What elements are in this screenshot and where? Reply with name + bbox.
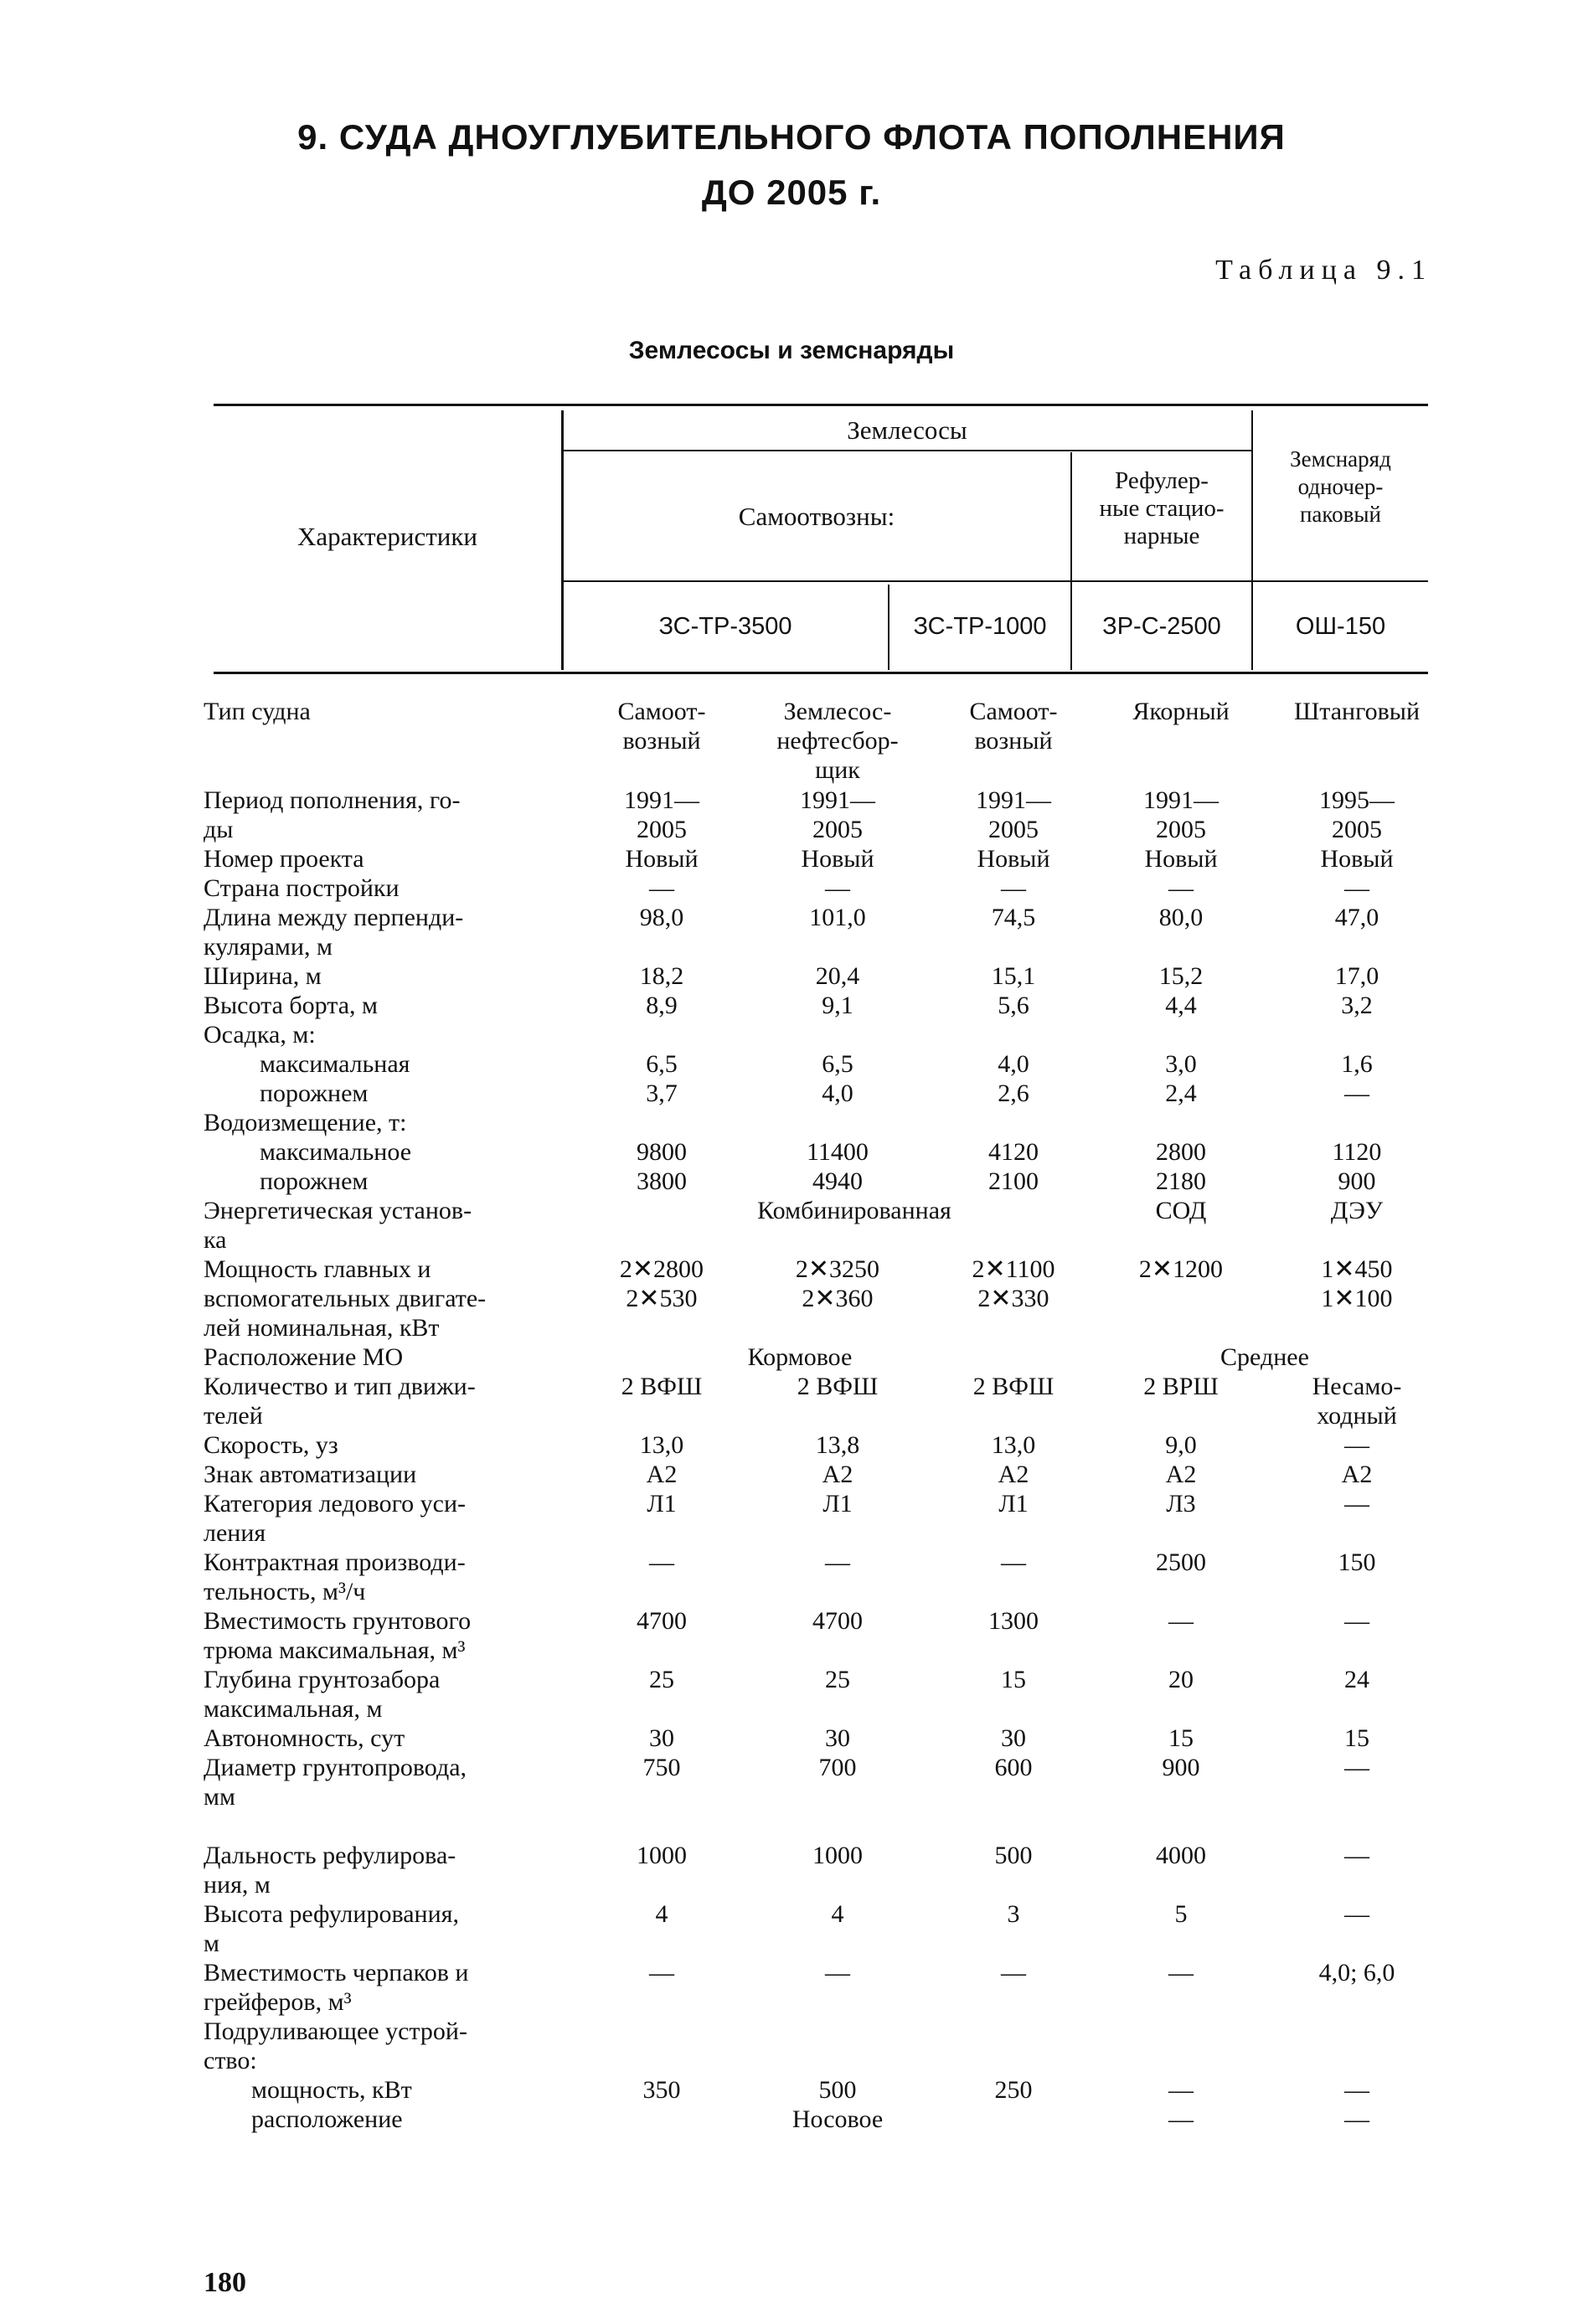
cell: 500: [994, 1842, 1033, 1869]
cell: Новый: [977, 845, 1050, 873]
row-label: Мощность главных и вспомогательных двигате- лей номинальная, кВт: [204, 1255, 487, 1342]
cell: 5: [1174, 1900, 1188, 1928]
cell: 30: [825, 1724, 850, 1752]
cell: 2100: [988, 1167, 1039, 1195]
cell: 2✕2800 2✕530: [619, 1255, 704, 1312]
cell: 2 ВФШ: [972, 1373, 1054, 1400]
row-label: Высота рефулирования, м: [204, 1900, 459, 1957]
cell: —: [1168, 2076, 1194, 2104]
cell: 4940: [812, 1167, 863, 1195]
cell: 1000: [812, 1842, 863, 1869]
cell: 13,0: [639, 1431, 684, 1459]
cell: 2,6: [998, 1080, 1029, 1107]
cell: ДЭУ: [1330, 1197, 1384, 1224]
row-label: Диаметр грунтопровода, мм: [204, 1754, 467, 1811]
cell: —: [825, 1548, 850, 1576]
cell: 500: [818, 2076, 857, 2104]
cell: 350: [642, 2076, 681, 2104]
row-label: Количество и тип движи- телей: [204, 1373, 476, 1430]
cell: 13,8: [815, 1431, 860, 1459]
cell: 3: [1007, 1900, 1020, 1928]
cell: 17,0: [1334, 962, 1379, 990]
cell: Л1: [998, 1490, 1029, 1518]
table-number: Таблица 9.1: [1215, 255, 1432, 286]
cell: 80,0: [1158, 904, 1204, 931]
cell: 4120: [988, 1138, 1039, 1166]
header-zemsnaryad: Земснаряд одночер- паковый: [1290, 446, 1391, 527]
cell: 250: [994, 2076, 1033, 2104]
table-title: Землесосы и земснаряды: [628, 337, 955, 364]
cell: —: [1001, 1548, 1026, 1576]
cell: 15,2: [1158, 962, 1204, 990]
row-label: порожнем: [260, 1080, 369, 1107]
cell: —: [1344, 1080, 1369, 1107]
cell: 15,1: [991, 962, 1036, 990]
cell: 2500: [1156, 1548, 1206, 1576]
header-bottom-rule: [214, 672, 1428, 674]
cell: 4000: [1156, 1842, 1206, 1869]
cell: Л1: [822, 1490, 853, 1518]
row-label: максимальное: [260, 1138, 412, 1166]
cell: 700: [818, 1754, 857, 1781]
header-samootvoznye: Самоотвозны:: [738, 502, 895, 531]
cell: Л1: [647, 1490, 677, 1518]
cell: Среднее: [1220, 1343, 1309, 1371]
header-refulernye: Рефулер- ные стацио- нарные: [1099, 467, 1225, 549]
cell: 8,9: [646, 992, 678, 1019]
cell: 24: [1344, 1666, 1369, 1693]
row-label: Длина между перпенди- кулярами, м: [204, 904, 464, 961]
cell: 9800: [637, 1138, 687, 1166]
cell: 3,0: [1165, 1050, 1197, 1078]
page-title-line2: ДО 2005 г.: [701, 173, 882, 212]
cell: 2 ВФШ: [797, 1373, 879, 1400]
cell: —: [649, 1548, 674, 1576]
cell: 11400: [807, 1138, 869, 1166]
cell: 5,6: [998, 992, 1029, 1019]
cell: 25: [825, 1666, 850, 1693]
cell: 4,0: [998, 1050, 1029, 1078]
cell: 30: [649, 1724, 674, 1752]
row-label: расположение: [251, 2105, 403, 2133]
cell: —: [1344, 1607, 1369, 1635]
cell: 4,0: [822, 1080, 853, 1107]
cell: Л3: [1166, 1490, 1196, 1518]
cell: Новый: [801, 845, 874, 873]
cell: —: [1344, 2105, 1369, 2133]
cell: 20: [1168, 1666, 1194, 1693]
cell: 9,0: [1165, 1431, 1197, 1459]
model-osh-150: ОШ-150: [1295, 613, 1386, 640]
row-label: максимальная: [260, 1050, 410, 1078]
cell: 2 ВФШ: [621, 1373, 703, 1400]
cell: 101,0: [809, 904, 866, 931]
cell: —: [1344, 874, 1369, 902]
cell: —: [1344, 1900, 1369, 1928]
cell: —: [1168, 874, 1194, 902]
page-number: 180: [204, 2267, 246, 2298]
cell: Кормовое: [747, 1343, 853, 1371]
cell: —: [649, 1959, 674, 1986]
row-label: Расположение МО: [204, 1343, 404, 1371]
cell: 3,7: [646, 1080, 678, 1107]
cell: 1300: [988, 1607, 1039, 1635]
cell: 1991— 2005: [800, 786, 875, 843]
row-label: Скорость, уз: [204, 1431, 338, 1459]
cell: —: [1001, 1959, 1026, 1986]
row-label: Страна постройки: [204, 874, 400, 902]
cell: 15: [1344, 1724, 1369, 1752]
cell: 25: [649, 1666, 674, 1693]
cell: 4,0; 6,0: [1318, 1959, 1395, 1986]
cell: 2800: [1156, 1138, 1206, 1166]
row-label: Глубина грунтозабора максимальная, м: [204, 1666, 441, 1723]
cell: Штанговый: [1293, 698, 1421, 725]
cell: 1991— 2005: [976, 786, 1051, 843]
cell: 900: [1338, 1167, 1376, 1195]
cell: 2 ВРШ: [1143, 1373, 1219, 1400]
cell: 9,1: [822, 992, 853, 1019]
cell: 13,0: [991, 1431, 1036, 1459]
cell: —: [1168, 1607, 1194, 1635]
cell: А2: [822, 1461, 853, 1488]
header-characteristics: Характеристики: [296, 522, 477, 551]
row-label: Водоизмещение, т:: [204, 1109, 407, 1136]
cell: СОД: [1155, 1197, 1207, 1224]
cell: 4: [831, 1900, 844, 1928]
cell: 2180: [1156, 1167, 1206, 1195]
cell: Новый: [1320, 845, 1394, 873]
cell: 20,4: [815, 962, 860, 990]
cell: 18,2: [639, 962, 684, 990]
cell: —: [1168, 2105, 1194, 2133]
cell: 4: [655, 1900, 668, 1928]
cell: —: [1344, 1431, 1369, 1459]
row-label: Энергетическая установ- ка: [204, 1197, 472, 1254]
cell: 1000: [637, 1842, 687, 1869]
row-label: Осадка, м:: [204, 1021, 316, 1049]
cell: —: [1344, 1754, 1369, 1781]
row-label: Дальность рефулирова- ния, м: [204, 1842, 456, 1899]
cell: 74,5: [991, 904, 1036, 931]
cell: —: [1344, 2076, 1369, 2104]
cell: —: [649, 874, 674, 902]
row-label: Вместимость грунтового трюма максимальная, м³: [204, 1607, 472, 1664]
cell: 900: [1162, 1754, 1200, 1781]
cell: 15: [1001, 1666, 1026, 1693]
cell: 30: [1001, 1724, 1026, 1752]
cell: А2: [1341, 1461, 1373, 1488]
cell: 2✕1200: [1138, 1255, 1224, 1283]
row-label: мощность, кВт: [251, 2076, 412, 2104]
cell: 2✕3250 2✕360: [795, 1255, 880, 1312]
cell: Якорный: [1132, 698, 1230, 725]
table-top-rule: [214, 404, 1428, 406]
zemlesosy-rule: [563, 450, 1251, 451]
cell: 2✕1100 2✕330: [972, 1255, 1055, 1312]
models-rule: [563, 580, 1428, 582]
cell: 98,0: [639, 904, 684, 931]
cell: —: [825, 874, 850, 902]
model-zr-s-2500: ЗР-С-2500: [1102, 613, 1221, 640]
cell: —: [1168, 1959, 1194, 1986]
row-label: Вместимость черпаков и грейферов, м³: [204, 1959, 469, 2016]
row-label: Подруливающее устрой- ство:: [204, 2017, 467, 2074]
cell: 1,6: [1341, 1050, 1373, 1078]
header-zemlesosy: Землесосы: [847, 415, 967, 445]
cell: 600: [994, 1754, 1033, 1781]
cell: 750: [642, 1754, 681, 1781]
cell: Новый: [1144, 845, 1218, 873]
cell: —: [825, 1959, 850, 1986]
cell: Самоот- возный: [969, 698, 1058, 755]
cell: Самоот- возный: [617, 698, 706, 755]
model-zs-tr-3500: ЗС-ТР-3500: [658, 613, 792, 640]
row-label: Контрактная производи- тельность, м³/ч: [204, 1548, 466, 1605]
cell: 4700: [637, 1607, 687, 1635]
row-label: Автономность, сут: [204, 1724, 405, 1752]
row-label: Период пополнения, го- ды: [204, 786, 461, 843]
row-label: Номер проекта: [204, 845, 364, 873]
cell: 3800: [637, 1167, 687, 1195]
cell: Несамо- ходный: [1312, 1373, 1402, 1430]
cell: 1120: [1332, 1138, 1382, 1166]
row-label: Тип судна: [204, 698, 311, 725]
cell: 2,4: [1165, 1080, 1197, 1107]
cell: 6,5: [646, 1050, 678, 1078]
cell: 47,0: [1334, 904, 1379, 931]
row-label: Знак автоматизации: [204, 1461, 417, 1488]
cell: Носовое: [792, 2105, 884, 2133]
cell: А2: [998, 1461, 1029, 1488]
page-title-line1: 9. СУДА ДНОУГЛУБИТЕЛЬНОГО ФЛОТА ПОПОЛНЕНИЯ: [297, 117, 1286, 157]
cell: А2: [1165, 1461, 1197, 1488]
cell: 4,4: [1165, 992, 1197, 1019]
cell: 1✕450 1✕100: [1321, 1255, 1393, 1312]
cell: —: [1344, 1842, 1369, 1869]
cell: 15: [1168, 1724, 1194, 1752]
cell: 3,2: [1341, 992, 1373, 1019]
row-label: Высота борта, м: [204, 992, 379, 1019]
cell: —: [1001, 874, 1026, 902]
cell: 150: [1338, 1548, 1376, 1576]
cell: 1991— 2005: [624, 786, 699, 843]
cell: 4700: [812, 1607, 863, 1635]
row-label: Категория ледового уси- ления: [204, 1490, 467, 1547]
row-label: порожнем: [260, 1167, 369, 1195]
cell: Новый: [625, 845, 699, 873]
cell: А2: [646, 1461, 678, 1488]
cell: 1995— 2005: [1319, 786, 1395, 843]
cell: —: [1344, 1490, 1369, 1518]
cell: 1991— 2005: [1143, 786, 1219, 843]
model-zs-tr-1000: ЗС-ТР-1000: [913, 613, 1047, 640]
cell: Комбинированная: [757, 1197, 951, 1224]
cell: Землесос- нефтесбор- щик: [776, 698, 899, 784]
cell: 6,5: [822, 1050, 853, 1078]
row-label: Ширина, м: [204, 962, 322, 990]
